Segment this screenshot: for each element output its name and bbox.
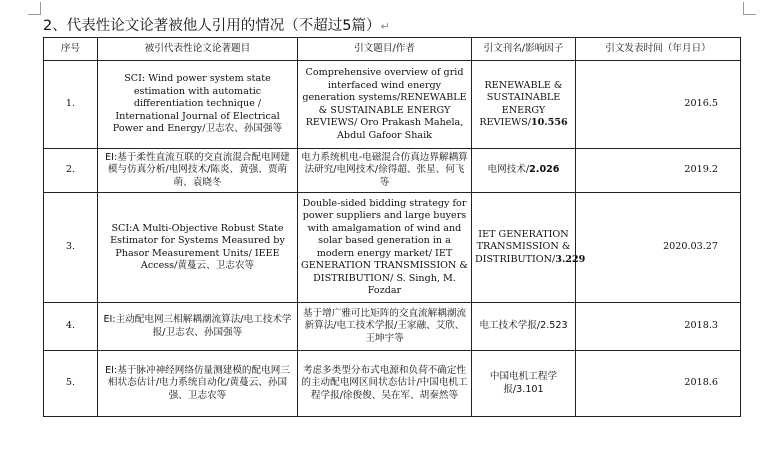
date-cell: 2018.6 [576, 351, 741, 417]
date-cell: 2018.3 [576, 303, 741, 351]
row-number: 1. [44, 61, 98, 149]
section-heading-text: 2、代表性论文论著被他人引用的情况（不超过5篇） [43, 18, 381, 34]
impact-factor: 3.229 [555, 253, 586, 265]
row-number: 5. [44, 351, 98, 417]
journal-cell: 电网技术/2.026 [472, 149, 576, 193]
citing-title-cell: Comprehensive overview of grid interfaced wind energy generation systems/RENEWABLE & SUSTAINABLE ENERGY REVIEWS/ Oro Prakash Mahela, Abdul Gafoor Shaik [298, 61, 472, 149]
impact-factor: 10.556 [530, 117, 568, 128]
citing-title-cell: 基于增广雅可比矩阵的交直流解耦潮流新算法/电工技术学报/王家融、艾欣、王坤宇等 [298, 303, 472, 351]
header-date: 引文发表时间（年月日） [576, 38, 741, 61]
date-cell: 2020.03.27 [576, 193, 741, 303]
cited-title-cell: EI:主动配电网三相解耦潮流算法/电工技术学报/卫志农、孙国强等 [98, 303, 298, 351]
journal-cell: 电工技术学报/2.523 [472, 303, 576, 351]
header-cited-title: 被引代表性论文论著题目 [98, 38, 298, 61]
table-row [44, 351, 741, 417]
citing-title-cell: 电力系统机电-电磁混合仿真边界解耦算法研究/电网技术/徐得超、张星、何飞等 [298, 149, 472, 193]
table-row [44, 149, 741, 193]
citing-title-cell: Double-sided bidding strategy for power suppliers and large buyers with amalgamation of wind and solar based generation in a modern energy market/ IET GENERATION TRANSMISSION & DISTRIBUTION/ S. Singh, M. Fozdar [298, 193, 472, 303]
header-no: 序号 [44, 38, 98, 61]
table-row [44, 61, 741, 149]
impact-factor: 2.026 [529, 164, 560, 176]
journal-cell: RENEWABLE & SUSTAINABLE ENERGY REVIEWS/10.556 [472, 61, 576, 149]
cited-title-cell: SCI:A Multi-Objective Robust State Estimator for Systems Measured by Phasor Measurement Units/ IEEE Access/黄蔓云、卫志农等 [98, 193, 298, 303]
date-cell: 2019.2 [576, 149, 741, 193]
cited-title-cell: EI:基于脉冲神经网络仿量测建模的配电网三相状态估计/电力系统自动化/黄蔓云、孙国强、卫志农等 [98, 351, 298, 417]
row-number: 4. [44, 303, 98, 351]
header-journal: 引文刊名/影响因子 [472, 38, 576, 61]
row-number: 3. [44, 193, 98, 303]
crop-mark-top-left [28, 2, 41, 15]
citation-table [43, 37, 741, 417]
cited-title-cell: SCI: Wind power system state estimation with automatic differentiation technique / International Journal of Electrical Power and Energy/卫志农、孙国强等 [98, 61, 298, 149]
paragraph-mark: ↵ [380, 20, 390, 33]
journal-cell: IET GENERATION TRANSMISSION & DISTRIBUTION/3.229 [472, 193, 576, 303]
section-heading [43, 14, 390, 35]
table-header-row [44, 38, 741, 61]
crop-mark-top-right [743, 2, 756, 15]
table-row [44, 193, 741, 303]
table-row [44, 303, 741, 351]
row-number: 2. [44, 149, 98, 193]
header-citing-title: 引文题目/作者 [298, 38, 472, 61]
date-cell: 2016.5 [576, 61, 741, 149]
cited-title-cell: EI:基于柔性直流互联的交直流混合配电网建模与仿真分析/电网技术/陈炎、黄强、贾萌萌、袁晓冬 [98, 149, 298, 193]
citing-title-cell: 考虑多类型分布式电源和负荷不确定性的主动配电网区间状态估计/中国电机工程学报/徐俊俊、吴在军、胡秦然等 [298, 351, 472, 417]
journal-cell: 中国电机工程学报/3.101 [472, 351, 576, 417]
